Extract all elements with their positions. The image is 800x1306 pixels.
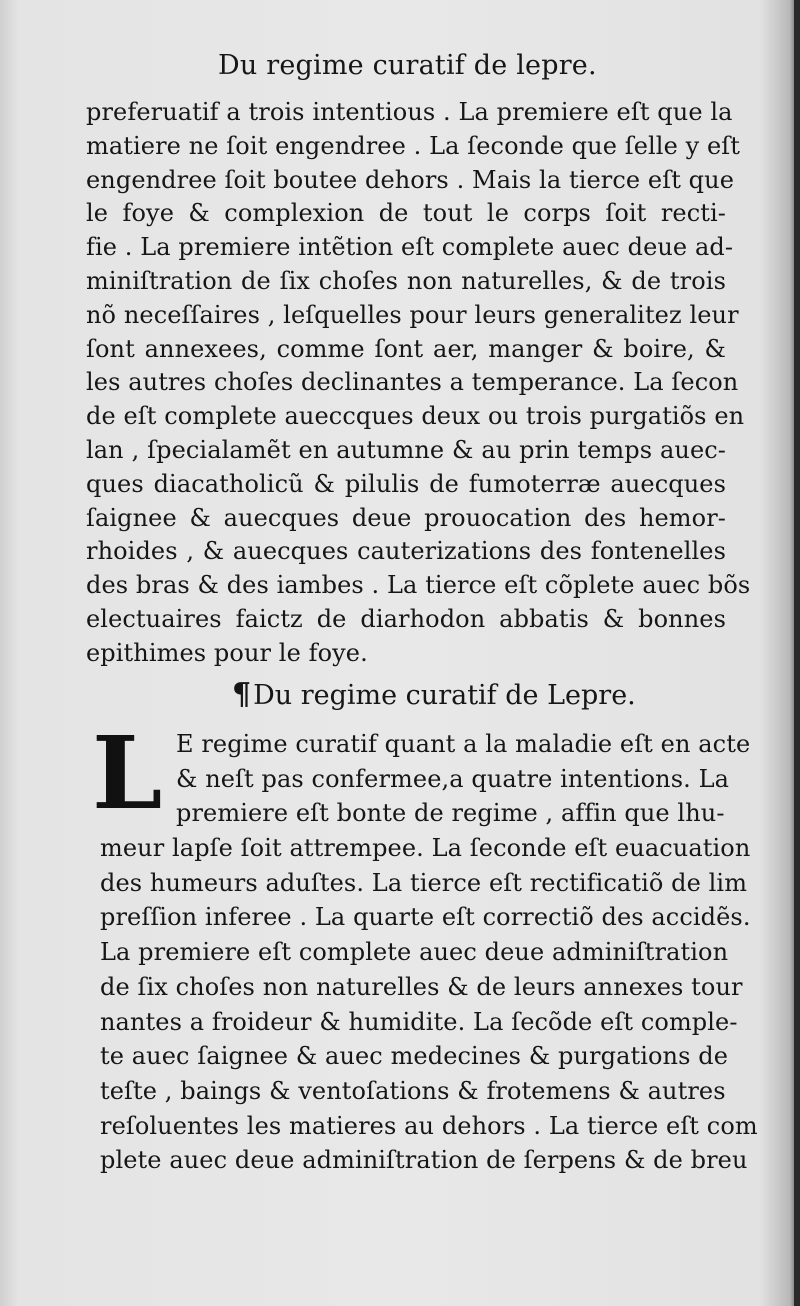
- text-line: nantes a froideur & humidite. La ſecõde eſt comple-: [100, 1007, 738, 1036]
- page-edge-shadow: [794, 0, 800, 1306]
- pilcrow-mark: ¶: [232, 677, 252, 712]
- text-line: teſte , baings & ventoſations & frotemens & autres: [100, 1076, 726, 1105]
- text-line: engendree ſoit boutee dehors . Mais la tierce eſt que: [86, 165, 735, 194]
- text-line: ſont annexees, comme ſont aer, manger & boire, &: [86, 334, 726, 363]
- text-line: des bras & des iambes . La tierce eſt cõplete auec bõs: [86, 571, 751, 600]
- text-line: ſaignee & auecques deue prouocation des hemor-: [86, 503, 726, 532]
- text-line: matiere ne ſoit engendree . La ſeconde que ſelle y eſt: [86, 131, 741, 160]
- text-line: lan , ſpecialamẽt en autumne & au prin temps auec-: [86, 435, 726, 464]
- text-line: reſoluentes les matieres au dehors . La tierce eſt com: [100, 1111, 758, 1140]
- text-line: ques diacatholicũ & pilulis de fumoterræ auecques: [86, 469, 726, 498]
- text-line: de ſix choſes non naturelles & de leurs annexes tour: [100, 972, 743, 1001]
- text-line: & neſt pas confermee,a quatre intentions. La: [176, 764, 730, 793]
- text-line: E regime curatif quant a la maladie eſt en acte: [176, 730, 751, 758]
- text-line: preferuatif a trois intentious . La premiere eſt que la: [86, 98, 733, 126]
- text-line: te auec ſaignee & auec medecines & purgations de: [100, 1042, 729, 1071]
- text-line: le foye & complexion de tout le corps ſoit recti-: [86, 199, 726, 228]
- text-line: rhoides , & auecques cauterizations des fontenelles: [86, 537, 726, 566]
- text-line: des humeurs aduſtes. La tierce eſt rectificatiõ de lim: [100, 868, 748, 897]
- text-line: miniſtration de ſix choſes non naturelles, & de trois: [86, 266, 726, 295]
- text-line: plete auec deue adminiſtration de ſerpens & de breu: [100, 1146, 748, 1175]
- text-line: premiere eſt bonte de regime , affin que lhu-: [176, 799, 725, 828]
- drop-cap: L: [92, 714, 163, 832]
- text-line: La premiere eſt complete auec deue adminiſtration: [100, 938, 729, 967]
- text-line: preſſion inferee . La quarte eſt correctiõ des accidẽs.: [100, 903, 751, 932]
- running-head: Du regime curatif de lepre.: [218, 50, 597, 81]
- section-heading: [232, 677, 636, 712]
- text-line: epithimes pour le foye.: [86, 638, 368, 667]
- text-line: fie . La premiere intẽtion eſt complete auec deue ad-: [86, 233, 734, 262]
- drop-cap-indented-lines: [100, 727, 751, 831]
- text-line: nõ neceſſaires , leſquelles pour leurs generalitez leur: [86, 300, 739, 329]
- text-line: electuaires faictz de diarhodon abbatis & bonnes: [86, 604, 726, 633]
- text-line: de eſt complete aueccques deux ou trois purgatiõs en: [86, 402, 745, 431]
- paragraph-2: [100, 727, 758, 1178]
- section-heading-text: Du regime curatif de Lepre.: [253, 680, 636, 711]
- text-line: meur lapſe ſoit attrempee. La ſeconde eſt euacuation: [100, 834, 751, 863]
- text-line: les autres choſes declinantes a temperance. La ſecon: [86, 368, 739, 397]
- paragraph-1: [86, 96, 751, 671]
